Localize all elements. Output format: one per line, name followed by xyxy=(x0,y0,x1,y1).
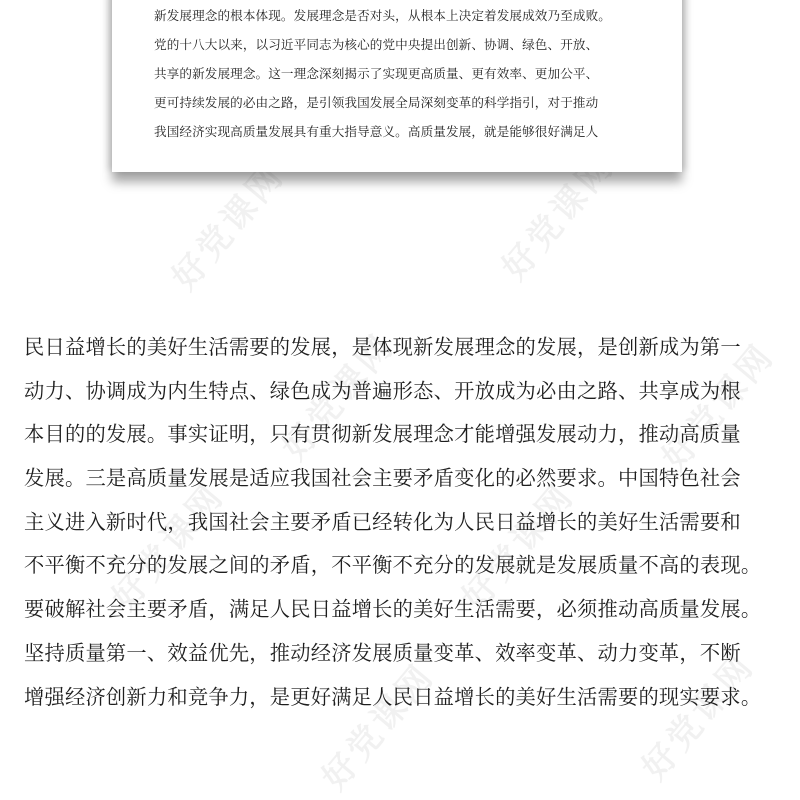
body-line: 增强经济创新力和竞争力，是更好满足人民日益增长的美好生活需要的现实要求。 xyxy=(24,684,762,709)
watermark: 好党课网 xyxy=(494,145,623,288)
body-line: 主义进入新时代，我国社会主要矛盾已经转化为人民日益增长的美好生活需要和 xyxy=(24,509,741,534)
watermark: 好党课网 xyxy=(634,645,763,788)
body-line: 动力、协调成为内生特点、绿色成为普遍形态、开放成为必由之路、共享成为根 xyxy=(24,378,741,403)
watermark: 好党课网 xyxy=(654,335,783,478)
body-line: 坚持质量第一、效益优先，推动经济发展质量变革、效率变革、动力变革，不断 xyxy=(24,640,741,665)
watermark: 好党课网 xyxy=(274,325,403,468)
watermark: 好党课网 xyxy=(104,475,233,618)
watermark: 好党课网 xyxy=(454,475,583,618)
body-line: 不平衡不充分的发展之间的矛盾，不平衡不充分的发展就是发展质量不高的表现。 xyxy=(24,553,762,578)
watermark: 好党课网 xyxy=(164,155,293,298)
excerpt-line: 更可持续发展的必由之路，是引领我国发展全局深刻变革的科学指引，对于推动 xyxy=(154,95,599,110)
body-text xyxy=(24,326,794,719)
body-line: 民日益增长的美好生活需要的发展，是体现新发展理念的发展，是创新成为第一 xyxy=(24,335,741,359)
excerpt-line: 新发展理念的根本体现。发展理念是否对头，从根本上决定着发展成效乃至成败。 xyxy=(154,8,611,23)
body-line: 发展。三是高质量发展是适应我国社会主要矛盾变化的必然要求。中国特色社会 xyxy=(24,466,741,491)
body-line: 本目的的发展。事实证明，只有贯彻新发展理念才能增强发展动力，推动高质量 xyxy=(24,422,741,447)
excerpt-text xyxy=(154,0,654,146)
excerpt-card xyxy=(112,0,682,172)
excerpt-line: 共享的新发展理念。这一理念深刻揭示了实现更高质量、更有效率、更加公平、 xyxy=(154,66,599,81)
body-line: 要破解社会主要矛盾，满足人民日益增长的美好生活需要，必须推动高质量发展。 xyxy=(24,597,762,622)
watermark: 好党课网 xyxy=(314,655,443,798)
excerpt-line: 党的十八大以来，以习近平同志为核心的党中央提出创新、协调、绿色、开放、 xyxy=(154,37,599,52)
excerpt-line: 我国经济实现高质量发展具有重大指导意义。高质量发展，就是能够很好满足人 xyxy=(154,124,599,139)
